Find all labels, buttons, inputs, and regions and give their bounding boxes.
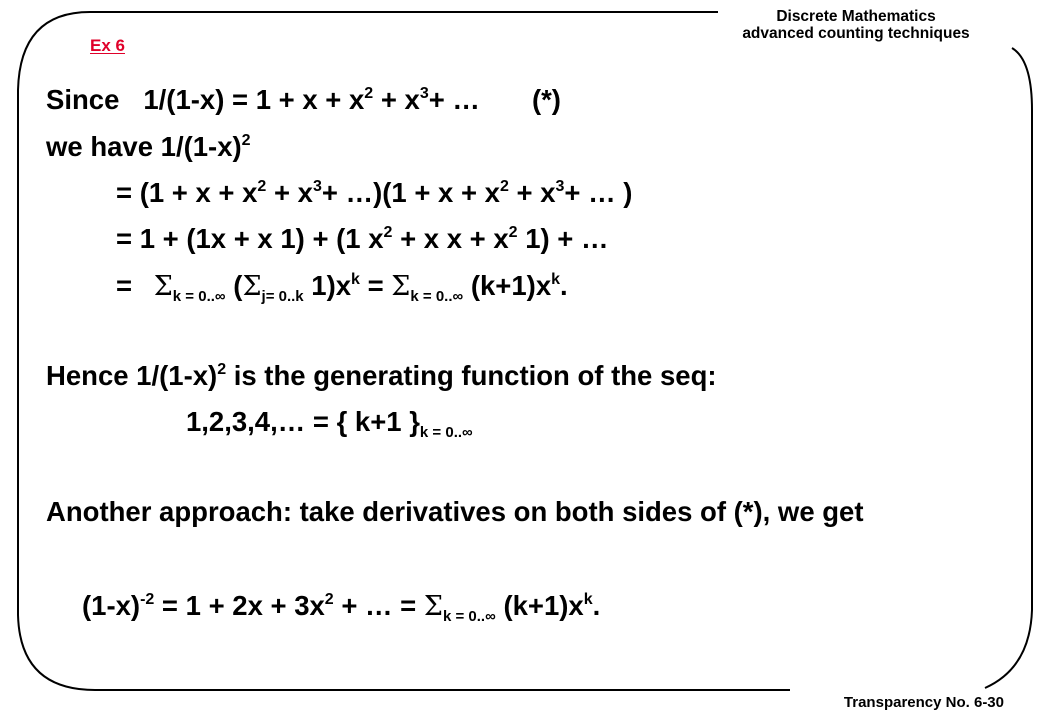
line-expand: = 1 + (1x + x 1) + (1 $x^2 + x$ $x + x^2$ 1) + …: [116, 223, 609, 254]
infinity-symbol: ∞: [462, 424, 473, 441]
equation-mark: (*): [531, 84, 561, 115]
infinity-symbol: ∞: [214, 288, 226, 305]
example-label: Ex 6: [90, 36, 125, 55]
line-since: Since $1/(1-x) = 1 + x + x^2 + x^3+$ … (*): [46, 84, 561, 115]
topic-title: advanced counting techniques: [742, 25, 970, 42]
line-product: = ($1 + x + x^2 + x^3+$ …)(1 + $x + x^2 + x^3+$ … ): [116, 177, 633, 208]
sigma-symbol: Σ: [391, 271, 411, 302]
transparency-number: Transparency No. 6-30: [843, 694, 1004, 711]
infinity-symbol: ∞: [485, 608, 496, 625]
sigma-symbol: Σ: [242, 271, 262, 302]
slide-header: [696, 8, 1016, 42]
infinity-symbol: ∞: [452, 288, 464, 305]
line-derivative: $(1-x)^{-2} = 1 + 2x + 3x^2$ + … = $\Sigma_{k = 0..\infty}$ $(k+1)x^k$.: [82, 590, 601, 625]
line-hence: Hence $1/(1-x)^2$ is the generating function of the seq:: [46, 360, 717, 391]
sigma-symbol: Σ: [423, 591, 443, 622]
sigma-symbol: Σ: [153, 271, 173, 302]
line-sequence: 1,2,3,4,… = { k+1 }$_{k = 0..\infty}$: [186, 406, 473, 441]
line-another-approach: Another approach: take derivatives on both sides of (*), we get: [46, 496, 864, 527]
course-title: Discrete Mathematics: [776, 8, 936, 25]
line-we-have: we have $1/(1-x)^2$: [46, 131, 251, 162]
line-sum: = $\Sigma_{k = 0..\infty}$ ($\Sigma_{j= 0..k}$ $1)x^k = \Sigma_{k = 0..\infty}$ $(k+1)x^k$.: [116, 270, 568, 305]
